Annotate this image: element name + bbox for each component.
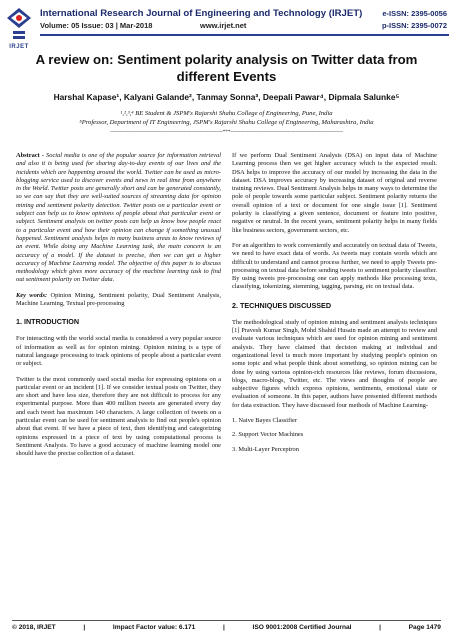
footer-divider: | bbox=[379, 624, 381, 631]
methods-list bbox=[232, 417, 437, 454]
logo-label: IRJET bbox=[9, 44, 29, 50]
page-number: Page 1479 bbox=[408, 624, 441, 631]
author-list: Harshal Kapase¹, Kalyani Galande², Tanmay Sonna³, Deepali Pawar⁴, Dipmala Salunke⁵ bbox=[53, 92, 400, 102]
introduction-heading: 1. INTRODUCTION bbox=[16, 317, 80, 327]
list-item: 2. Support Vector Machines bbox=[232, 431, 304, 439]
footer-divider: | bbox=[223, 624, 225, 631]
e-issn: e-ISSN: 2395-0056 bbox=[382, 9, 447, 18]
abstract-text: Social media is one of the popular source for information retrieval and also it is being used for sharing day-to-day events of our lives and the incidents which are happening around the world. Twitter can be used as micro-blogging service used to discover events and news in real time from anywhere in the World. Twitter posts are generally short and can be generated constantly, so we can say that they are well-suited sources of streaming data for opinion mining and sentiment polarity detection. Twitter posts on a particular event or subject can help us to know opinions of people about that particular event or subject. Sentiment analysis on twitter posts can help us know how people react to a particular event and how their opinion can change if something unusual happened. Sentiment analysis helps in many business areas to know reviews of an event. While doing any Machine Learning task, the main concern is an accuracy of a model. If the dataset is precise, then we can get a higher accuracy of Machine Learning model. The objective of this paper is to discuss methodology which gives more accuracy of the machine learning task to find out sentiment polarity on Twitter data. bbox=[16, 152, 221, 284]
journal-header bbox=[4, 4, 449, 54]
list-item: 1. Naive Bayes Classifier bbox=[232, 417, 297, 425]
header-divider bbox=[40, 34, 449, 36]
copyright: © 2018, IRJET bbox=[12, 624, 56, 631]
techniques-paragraph: The methodological study of opinion mining and sentiment analysis techniques [1] Pravesh Kumar Singh, Mohd Shahid Husain made an attempt to review and evaluate various techniques which are used for opinion mining and sentiment analysis. They have claimed that decision making at individual and organizational level is much more important by studying people's opinion on some topic and what people think about something, so opinion mining can be done by using various opinion-rich resources like reviews, forum discussions, blogs, macro-blogs, Twitter, etc. The views and thoughts of people are subjective figures which express opinions, sentiments, emotional state or evaluation of someone. In this paper, authors have presented different methods for data extraction. They have discussed four methods of Machine Learning- bbox=[232, 318, 437, 409]
affiliation-students: ¹,²,³,⁴ BE Student & JSPM's Rajarshi Shahu College of Engineering, Pune, India bbox=[120, 110, 333, 117]
techniques-heading: 2. TECHNIQUES DISCUSSED bbox=[232, 300, 332, 310]
keywords bbox=[16, 292, 221, 309]
introduction-paragraph-1: For interacting with the world social media is considered a very popular source of information as well as for opinion mining. Opinion mining is a type of natural language processing to track opinions of people about a particular event or subject. bbox=[16, 335, 221, 368]
list-item: 3. Multi-Layer Perceptron bbox=[232, 445, 299, 453]
p-issn: p-ISSN: 2395-0072 bbox=[381, 21, 447, 30]
volume-issue: Volume: 05 Issue: 03 | Mar-2018 bbox=[40, 21, 153, 30]
paper-title: A review on: Sentiment polarity analysis on Twitter data from different Events bbox=[35, 52, 418, 84]
page-footer bbox=[12, 620, 441, 631]
left-column bbox=[16, 152, 221, 466]
affiliation-professor: ⁵Professor, Department of IT Engineering, JSPM's Rajarshi Shahu College of Engineering, Maharashtra, India bbox=[79, 119, 374, 126]
keywords-label: Key words: bbox=[16, 291, 48, 299]
introduction-paragraph-2: Twitter is the most commonly used social media for expressing opinions on a particular event or an incident [1]. If we consider textual posts on Twitter, they are short and have less size, therefore they are not difficult to process for any experimental purpose. More than 400 million tweets are generated every day and each tweet has maximum 140 characters. A large collection of tweets on a particular event can be used for sentiment analysis to find out people's opinion about that event. If we have a piece of text, then identifying and categorizing opinions expressed in a piece of text by using computational process is Sentiment Analysis. To have a good accuracy of machine learning model one should have the precise collection of a dataset. bbox=[16, 375, 221, 458]
abstract bbox=[16, 152, 221, 285]
keywords-text: Opinion Mining, Sentiment polarity, Dual Sentiment Analysis, Machine Learning, Textual pre-processing bbox=[16, 291, 221, 308]
right-column bbox=[232, 152, 437, 460]
dsa-paragraph: If we perform Dual Sentiment Analysis (DSA) on input data of Machine Learning process then we get higher accuracy which is the expected result. DSA helps to improve the accuracy of our model by increasing the data in the dataset. DSA improves accuracy by increasing dataset of original and reverse training reviews. Dual Sentiment Analysis helps in many ways to determine the pole of people towards some particular subject. Sentiment polarity returns the overall opinion of a text or document for one single issue [1]. Sentiment polarity is classifying a given sentence, document or feature into positive, negative or neutral. In the recent years, sentiment polarity helps in many fields like business sectors, government sectors, etc. bbox=[232, 152, 437, 234]
impact-factor: Impact Factor value: 6.171 bbox=[112, 624, 196, 631]
abstract-label: Abstract - bbox=[16, 152, 44, 159]
iso-certification: ISO 9001:2008 Certified Journal bbox=[252, 624, 352, 631]
footer-divider: | bbox=[83, 624, 86, 631]
irjet-logo-icon bbox=[4, 6, 34, 46]
journal-name: International Research Journal of Engineering and Technology (IRJET) bbox=[40, 8, 363, 19]
section-separator: ---------------------------------------------------------------------***--------------------------------------------------------------------- bbox=[110, 129, 343, 135]
preprocessing-paragraph: For an algorithm to work conveniently and accurately on textual data of Tweets, we need to have exact data of words. As tweets may contain words which are difficult to understand and cannot process further, we need to apply Tweets pre-processing on textual data before sending tweets to sentiment polarity classifier. By using tweets pre-processing one can apply methods like processing texts, classifying, tokenizing, stemming, tagging, parsing, etc on textual data. bbox=[232, 241, 437, 291]
journal-website[interactable]: www.irjet.net bbox=[200, 21, 247, 30]
